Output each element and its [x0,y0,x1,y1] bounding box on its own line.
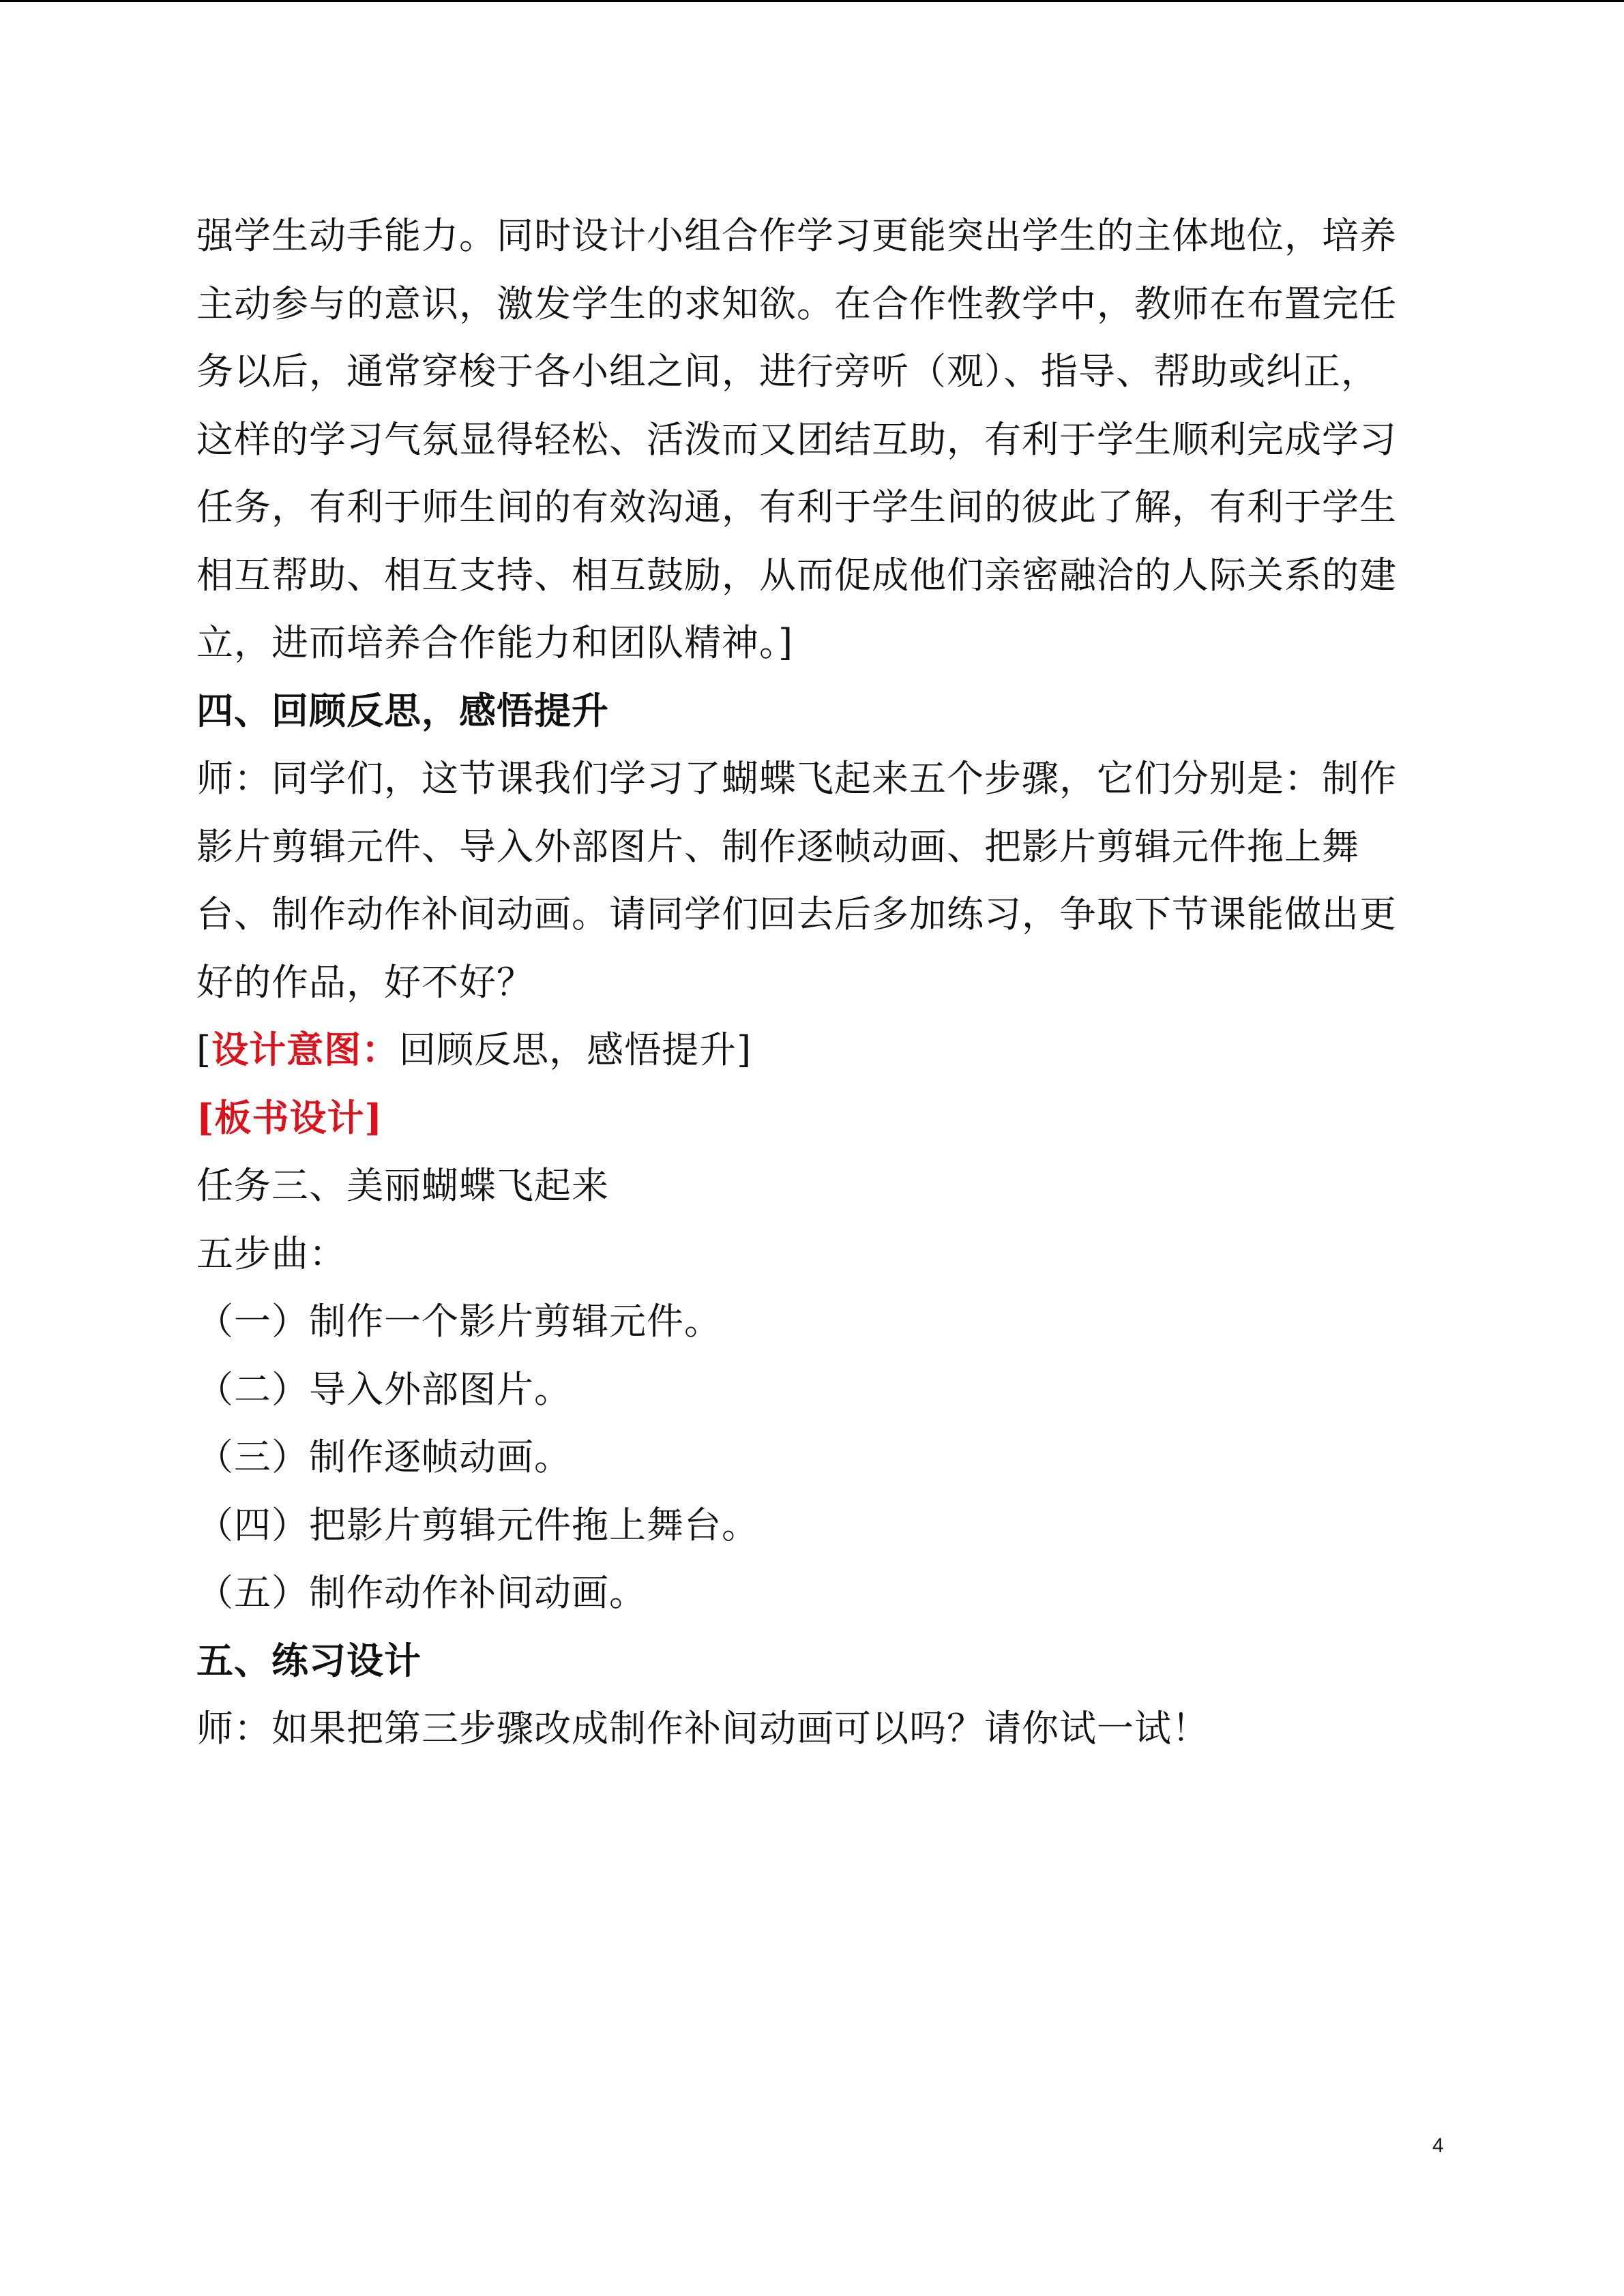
design-intent-label: 设计意图： [211,1028,400,1071]
task-title: 任务三、美丽蝴蝶飞起来 [196,1164,609,1207]
design-intent-text: 回顾反思，感悟提升 [399,1028,737,1071]
step-item: （五）制作动作补间动画。 [196,1571,647,1614]
paragraph-line: 强学生动手能力。同时设计小组合作学习更能突出学生的主体地位，培养 [196,214,1397,257]
top-border-line [0,0,1624,2]
close-bracket: ] [737,1028,752,1071]
step-item: （三）制作逐帧动画。 [196,1435,572,1478]
page-number: 4 [1432,2134,1444,2157]
section-5-heading: 五、练习设计 [196,1638,422,1682]
section-4-heading: 四、回顾反思，感悟提升 [196,688,609,732]
paragraph-line: 务以后，通常穿梭于各小组之间，进行旁听（观）、指导、帮助或纠正， [196,350,1378,393]
design-intent-line [196,1016,1417,1084]
intro-paragraph [196,202,1417,677]
document-body [196,202,1417,1763]
open-bracket: [ [196,1028,212,1071]
step-item: （一）制作一个影片剪辑元件。 [196,1300,722,1343]
teacher-line: 好的作品，好不好？ [196,960,534,1004]
paragraph-line: 这样的学习气氛显得轻松、活泼而又团结互助，有利于学生顺利完成学习 [196,417,1397,461]
board-design-heading: [板书设计] [196,1095,383,1139]
teacher-line: 师：同学们，这节课我们学习了蝴蝶飞起来五个步骤，它们分别是：制作 [196,757,1397,800]
teacher-line: 影片剪辑元件、导入外部图片、制作逐帧动画、把影片剪辑元件拖上舞 [196,824,1359,868]
five-steps-label: 五步曲： [196,1232,346,1275]
step-item: （二）导入外部图片。 [196,1367,572,1411]
paragraph-line: 主动参与的意识，激发学生的求知欲。在合作性教学中，教师在布置完任 [196,282,1397,325]
paragraph-line: 相互帮助、相互支持、相互鼓励，从而促成他们亲密融洽的人际关系的建 [196,553,1397,597]
exercise-line: 师：如果把第三步骤改成制作补间动画可以吗？请你试一试！ [196,1707,1209,1750]
paragraph-line: 立，进而培养合作能力和团队精神。] [196,621,794,664]
steps-list [196,1287,1417,1627]
step-item: （四）把影片剪辑元件拖上舞台。 [196,1503,759,1547]
teacher-line: 台、制作动作补间动画。请同学们回去后多加练习，争取下节课能做出更 [196,893,1397,936]
teacher-summary [196,745,1417,1016]
paragraph-line: 任务，有利于师生间的有效沟通，有利于学生间的彼此了解，有利于学生 [196,486,1397,528]
